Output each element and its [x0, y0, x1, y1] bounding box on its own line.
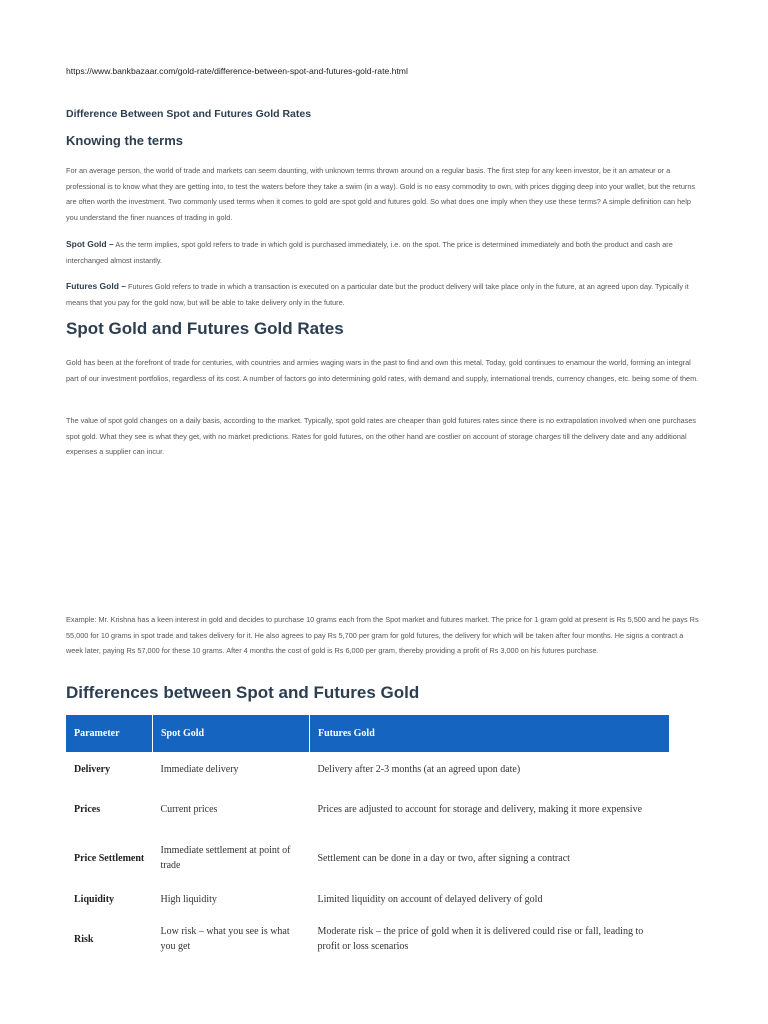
table-row [66, 884, 670, 914]
heading-differences: Differences between Spot and Futures Gold [66, 683, 420, 702]
futures-gold-definition [66, 279, 702, 310]
table-header-row [66, 715, 670, 752]
differences-table [66, 715, 670, 964]
cell-spot: Immediate settlement at point of trade [160, 845, 291, 871]
futures-gold-text: Futures Gold refers to trade in which a transaction is executed on a particular date but the product delivery will take place only in the future, at an agreed upon day. Typically it means that you pay for the gold now, but will be able to take delivery only in the future. [66, 282, 689, 307]
spot-gold-term: Spot Gold – [66, 239, 114, 249]
table-row [66, 914, 670, 964]
column-header-parameter: Parameter [66, 715, 153, 752]
spot-gold-text: As the term implies, spot gold refers to trade in which gold is purchased immediately, i.e. on the spot. The price is determined immediately and both the product and cash are interchanged almost instantly. [66, 240, 673, 265]
cell-parameter: Liquidity [74, 893, 115, 905]
futures-gold-term: Futures Gold – [66, 281, 126, 291]
spot-gold-definition [66, 237, 702, 268]
column-header-futures-gold: Futures Gold [310, 715, 670, 752]
rates-paragraph-1: Gold has been at the forefront of trade for centuries, with countries and armies waging wars in the past to find and own this metal. Today, gold continues to enamour the world, forming an integral part of our investment portfolios, regardless of its cost. A number of factors go into determining gold rates, with demand and supply, international trends, currency changes, etc. being some of them. [66, 358, 699, 383]
cell-futures: Moderate risk – the price of gold when it is delivered could rise or fall, leading to profit or loss scenarios [317, 926, 644, 952]
table-row [66, 752, 670, 786]
heading-spot-futures-rates: Spot Gold and Futures Gold Rates [66, 319, 344, 338]
example-paragraph: Example: Mr. Krishna has a keen interest in gold and decides to purchase 10 grams each from the Spot market and futures market. The price for 1 gram gold at present is Rs 5,500 and he pays Rs 55,000 for 10 grams in spot trade and takes delivery for it. He also agrees to pay Rs 5,700 per gram for gold futures, the delivery for which will be taken after four months. He signs a contract a week later, paying Rs 57,000 for these 10 grams. After 4 months the cost of gold is Rs 6,000 per gram, thereby providing a profit of Rs 3,000 on his futures purchase. [66, 615, 699, 655]
table-row [66, 832, 670, 884]
cell-parameter: Risk [74, 933, 94, 945]
cell-parameter: Delivery [74, 763, 111, 775]
intro-paragraph: For an average person, the world of trade and markets can seem daunting, with unknown terms thrown around on a regular basis. The first step for any keen investor, be it an amateur or a professional is to know what they are getting into, to test the waters before they take a swim (in a way). Gold is no easy commodity to own, with prices digging deep into your wallet, but the returns are often worth the investment. Two commonly used terms when it comes to gold are spot gold and futures gold. So what does one imply when they use these terms? A simple definition can help you understand the finer nuances of trading in gold. [66, 166, 696, 222]
cell-spot: High liquidity [160, 893, 217, 905]
cell-spot: Immediate delivery [160, 763, 239, 775]
column-header-spot-gold: Spot Gold [153, 715, 310, 752]
table-row [66, 786, 670, 832]
document-title: Difference Between Spot and Futures Gold Rates [66, 108, 312, 120]
cell-parameter: Prices [74, 803, 101, 815]
rates-paragraph-2: The value of spot gold changes on a daily basis, according to the market. Typically, spot gold rates are cheaper than gold futures rates since there is no extrapolation involved when one purchases spot gold. What they see is what they get, with no market predictions. Rates for gold futures, on the other hand are costlier on account of storage charges till the delivery date and any additional expenses a supplier can incur. [66, 416, 697, 456]
cell-parameter: Price Settlement [74, 852, 145, 864]
source-url[interactable]: https://www.bankbazaar.com/gold-rate/difference-between-spot-and-futures-gold-rate.html [66, 66, 408, 76]
cell-futures: Prices are adjusted to account for storage and delivery, making it more expensive [317, 803, 643, 815]
heading-knowing-terms: Knowing the terms [66, 133, 184, 148]
cell-futures: Limited liquidity on account of delayed delivery of gold [317, 893, 543, 905]
cell-spot: Current prices [160, 803, 218, 815]
cell-spot: Low risk – what you see is what you get [160, 926, 290, 952]
cell-futures: Delivery after 2-3 months (at an agreed upon date) [317, 763, 521, 775]
cell-futures: Settlement can be done in a day or two, after signing a contract [317, 852, 570, 864]
